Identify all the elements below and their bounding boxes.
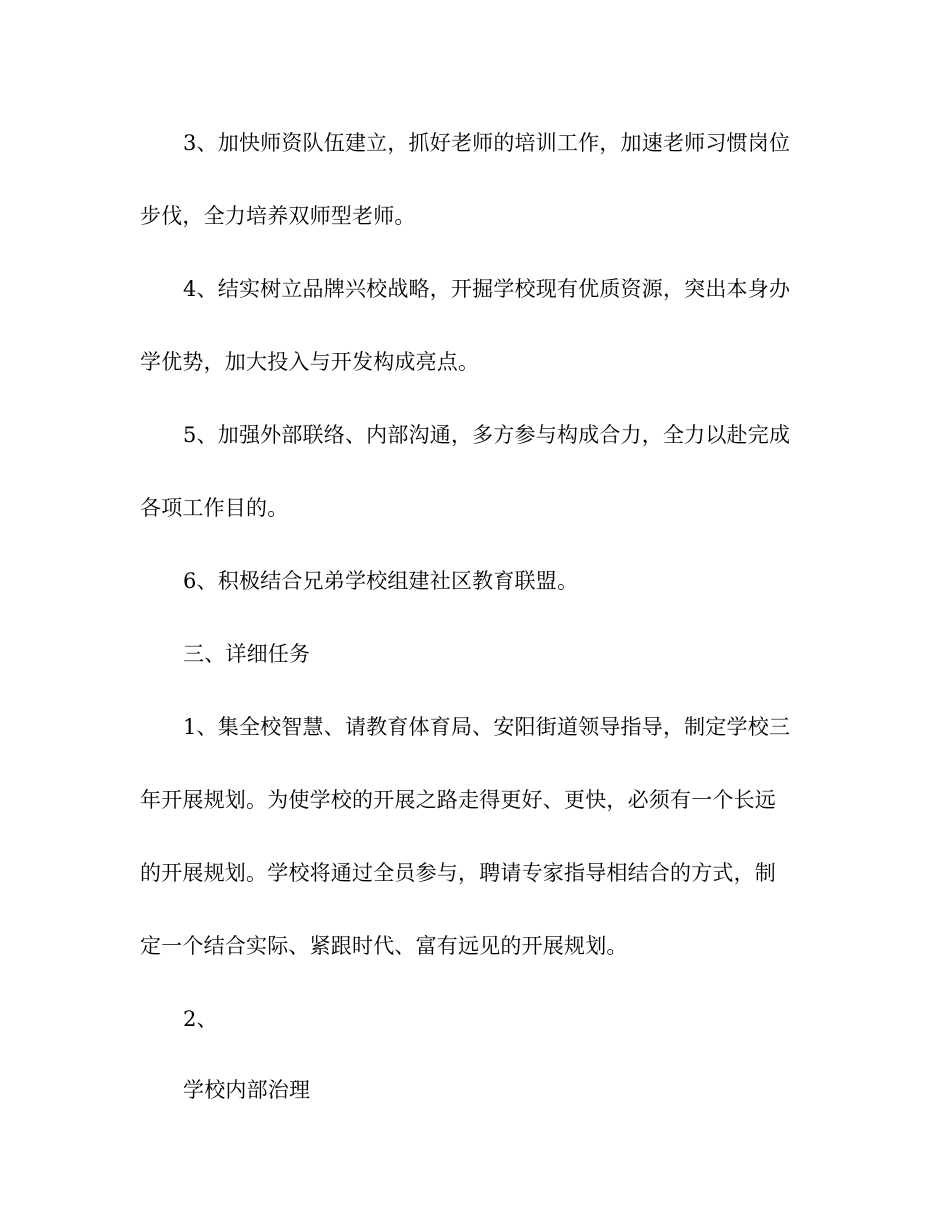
task-1-line-1: 1、集全校智慧、请教育体育局、安阳街道领导指导，制定学校三 (183, 715, 791, 739)
paragraph-5-line-1: 5、加强外部联络、内部沟通，多方参与构成合力，全力以赴完成 (183, 423, 791, 447)
task-2-title: 学校内部治理 (183, 1078, 311, 1102)
task-2-number: 2、 (183, 1007, 218, 1031)
paragraph-4-line-1: 4、结实树立品牌兴校战略，开掘学校现有优质资源，突出本身办 (183, 277, 791, 301)
task-1-line-4: 定一个结合实际、紧跟时代、富有远见的开展规划。 (140, 934, 628, 958)
task-1-line-3: 的开展规划。学校将通过全员参与，聘请专家指导相结合的方式，制 (140, 861, 776, 885)
paragraph-4-line-2: 学优势，加大投入与开发构成亮点。 (140, 350, 480, 374)
paragraph-6-line-1: 6、积极结合兄弟学校组建社区教育联盟。 (183, 569, 579, 593)
section-heading: 三、详细任务 (183, 642, 311, 666)
task-1-line-2: 年开展规划。为使学校的开展之路走得更好、更快，必须有一个长远 (140, 788, 776, 812)
paragraph-3-line-1: 3、加快师资队伍建立，抓好老师的培训工作，加速老师习惯岗位 (183, 131, 791, 155)
paragraph-5-line-2: 各项工作目的。 (140, 496, 289, 520)
paragraph-3-line-2: 步伐，全力培养双师型老师。 (140, 204, 416, 228)
